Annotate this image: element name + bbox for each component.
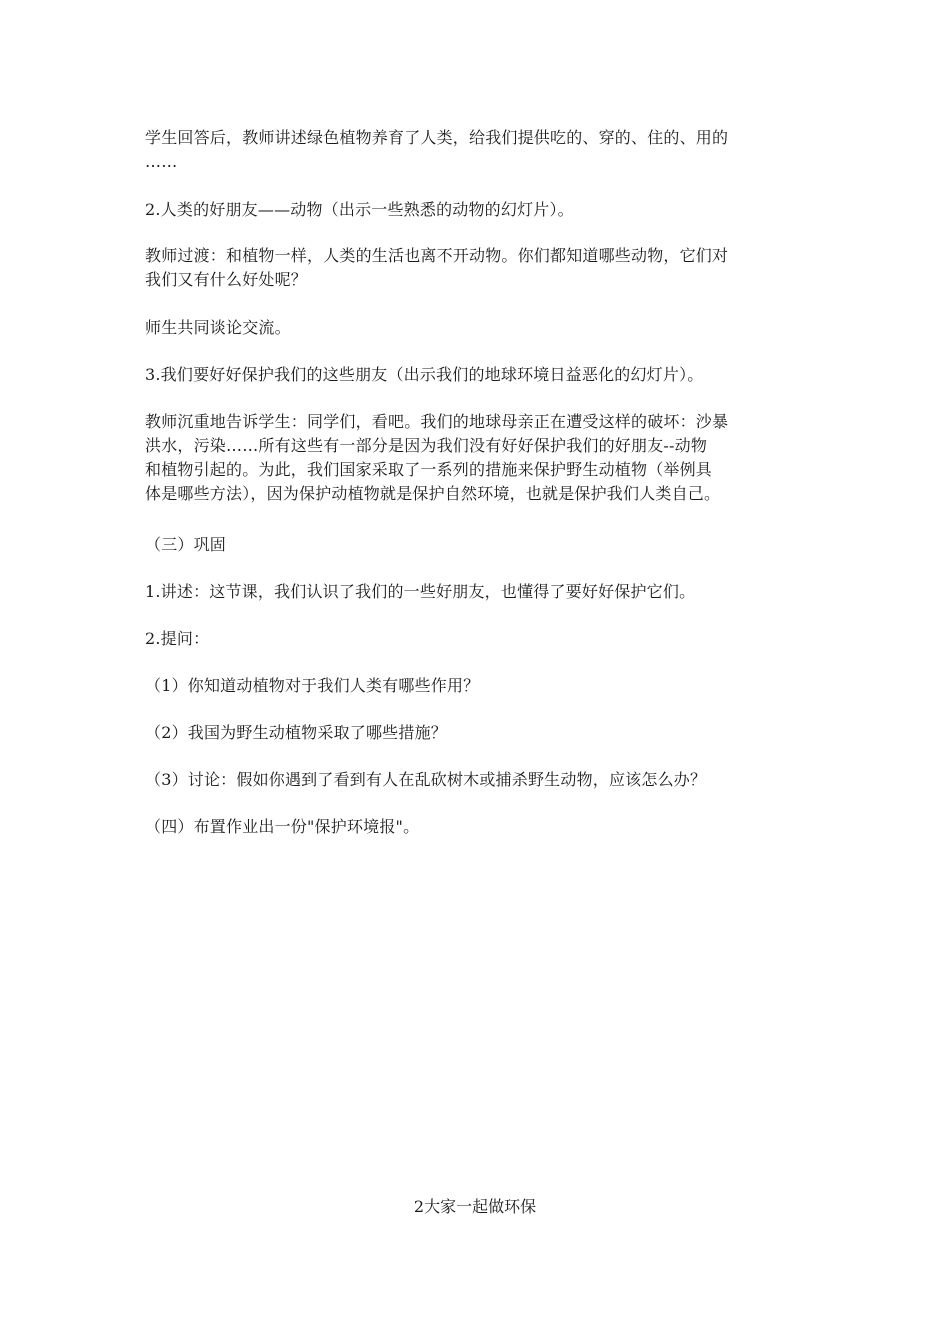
page-footer: 2大家一起做环保 [413, 1197, 537, 1216]
text-line: 我们又有什么好处呢？ [145, 270, 308, 289]
text-line: 2.人类的好朋友——动物（出示一些熟悉的动物的幻灯片）。 [145, 200, 574, 219]
paragraph-discussion [145, 316, 815, 340]
text-line: （2）我国为野生动植物采取了哪些措施？ [145, 723, 447, 742]
paragraph-protect-friends [145, 363, 815, 387]
question-item-2 [145, 721, 815, 745]
text-line: 和植物引起的。为此，我们国家采取了一系列的措施来保护野生动植物（举例具 [145, 460, 713, 479]
text-line: 1.讲述：这节课，我们认识了我们的一些好朋友，也懂得了要好好保护它们。 [145, 582, 696, 601]
question-item-3 [145, 768, 815, 792]
paragraph-animals-heading [145, 198, 815, 222]
text-line: （三）巩固 [145, 535, 227, 554]
text-line: …… [145, 152, 178, 171]
paragraph-teacher-transition [145, 244, 815, 292]
paragraph-student-answer [145, 126, 815, 174]
text-line: 教师过渡：和植物一样，人类的生活也离不开动物。你们都知道哪些动物，它们对 [145, 246, 729, 265]
text-line: （1）你知道动植物对于我们人类有哪些作用？ [145, 676, 480, 695]
text-line: （3）讨论：假如你遇到了看到有人在乱砍树木或捕杀野生动物，应该怎么办？ [145, 770, 707, 789]
paragraph-questions [145, 627, 815, 651]
paragraph-narrate [145, 580, 815, 604]
text-line: 3.我们要好好保护我们的这些朋友（出示我们的地球环境日益恶化的幻灯片）。 [145, 365, 704, 384]
paragraph-teacher-tells [145, 410, 815, 506]
text-line: （四）布置作业出一份"保护环境报"。 [145, 817, 420, 836]
text-line: 洪水，污染……所有这些有一部分是因为我们没有好好保护我们的好朋友--动物 [145, 436, 708, 455]
question-item-1 [145, 674, 815, 698]
text-line: 2.提问： [145, 629, 210, 648]
text-line: 学生回答后，教师讲述绿色植物养育了人类，给我们提供吃的、穿的、住的、用的 [145, 128, 729, 147]
section-heading-homework [145, 815, 815, 839]
section-heading-consolidate [145, 533, 815, 557]
text-line: 体是哪些方法），因为保护动植物就是保护自然环境，也就是保护我们人类自己。 [145, 484, 721, 503]
text-line: 教师沉重地告诉学生：同学们，看吧。我们的地球母亲正在遭受这样的破坏：沙暴 [145, 412, 729, 431]
text-line: 师生共同谈论交流。 [145, 318, 291, 337]
